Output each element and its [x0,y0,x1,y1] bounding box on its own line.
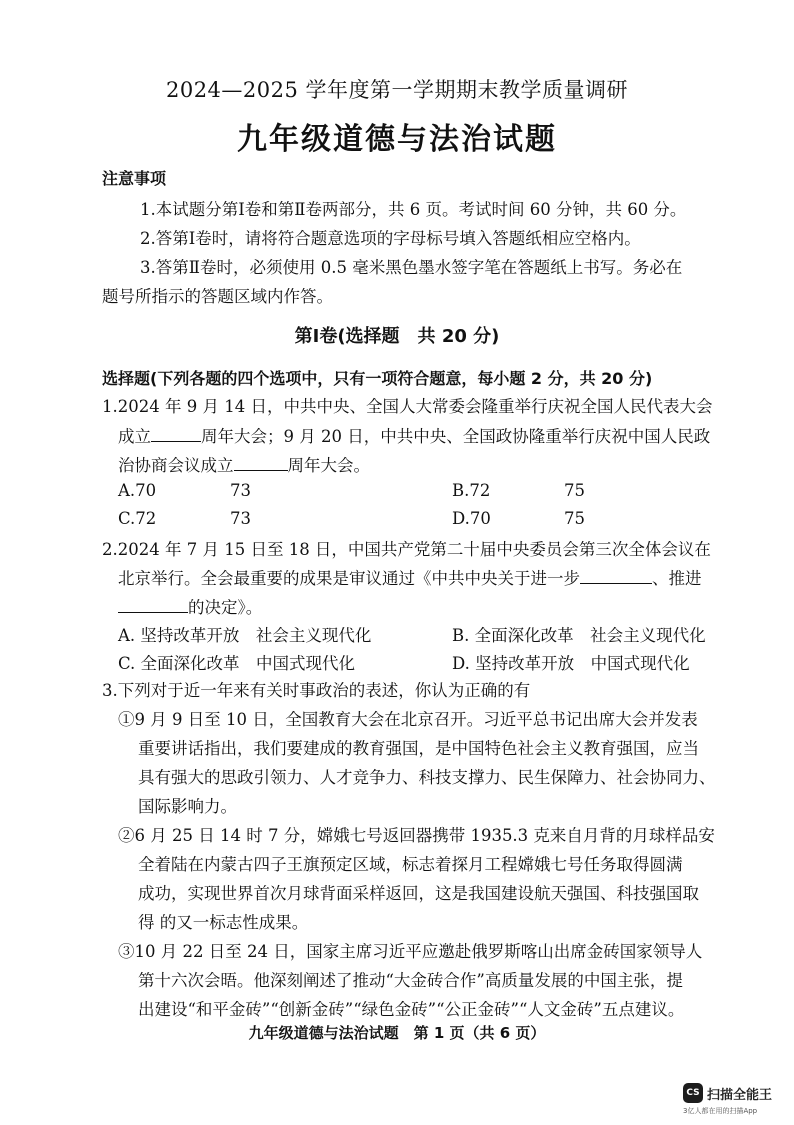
q2-line-2 [118,565,702,589]
notice-item-3-cont: 题号所指示的答题区域内作答。 [102,287,333,306]
q3-stem: 3.下列对于近一年来有关时事政治的表述，你认为正确的有 [102,681,531,700]
q2-line-1: 2.2024 年 7 月 15 日至 18 日，中国共产党第二十届中央委员会第三次全体会议在 [102,540,711,559]
q1-option-c: C.72 [118,509,157,528]
q2-option-b: B. 全面深化改革 社会主义现代化 [452,626,706,645]
q2-blank-2 [118,597,188,613]
q1-option-a-2: 73 [230,481,251,500]
q1-blank-2 [234,455,288,471]
q1-option-b: B.72 [452,481,491,500]
q2-text-c: 的决定》。 [188,598,263,617]
q1-text-a: 成立 [118,427,151,446]
q2-text-a: 北京举行。全会最重要的成果是审议通过《中共中央关于进一步 [118,569,580,588]
q3-statement-3-line-1: ③10 月 22 日至 24 日，国家主席习近平应邀赴俄罗斯喀山出席金砖国家领导人 [118,942,703,961]
q1-option-b-2: 75 [564,481,585,500]
exam-subject-title: 九年级道德与法治试题 [237,122,557,157]
scanner-tagline: 3亿人都在用的扫描App [683,1107,758,1115]
q1-line-2 [118,423,710,447]
q3-statement-1-line-4: 国际影响力。 [138,797,237,816]
camscanner-logo-icon: CS [683,1083,703,1103]
q2-option-a: A. 坚持改革开放 社会主义现代化 [118,626,372,645]
q2-option-d: D. 坚持改革开放 中国式现代化 [452,654,690,673]
q2-text-b: 、推进 [652,569,702,588]
exam-term-title: 2024—2025 学年度第一学期期末教学质量调研 [165,78,629,102]
q1-line-3 [118,452,370,476]
notice-item-3: 3.答第Ⅱ卷时，必须使用 0.5 毫米黑色墨水签字笔在答题纸上书写。务必在 [140,258,683,277]
q1-option-d-2: 75 [564,509,585,528]
notice-heading: 注意事项 [102,169,167,188]
q3-statement-1-line-3: 具有强大的思政引领力、人才竞争力、科技支撑力、民生保障力、社会协同力、 [138,768,716,787]
q3-statement-2-line-2: 全着陆在内蒙古四子王旗预定区域，标志着探月工程嫦娥七号任务取得圆满 [138,855,683,874]
q1-option-a: A.70 [118,481,157,500]
q3-statement-2-line-4: 得 的又一标志性成果。 [138,913,309,932]
q3-statement-2-line-1: ②6 月 25 日 14 时 7 分，嫦娥七号返回器携带 1935.3 克来自月背的月球样品安 [118,826,715,845]
q1-line-1: 1.2024 年 9 月 14 日，中共中央、全国人大常委会隆重举行庆祝全国人民代表大会 [102,397,713,416]
q3-statement-3-line-3: 出建设“和平金砖”“创新金砖”“绿色金砖”“公正金砖”“人文金砖”五点建议。 [138,1000,685,1019]
q1-text-d: 周年大会。 [287,456,370,475]
q1-blank-1 [151,426,201,442]
q3-statement-1-line-1: ①9 月 9 日至 10 日，全国教育大会在北京召开。习近平总书记出席大会并发表 [118,710,698,729]
q1-option-c-2: 73 [230,509,251,528]
scanner-watermark [683,1083,788,1119]
q2-blank-1 [580,568,652,584]
scanner-app-name: 扫描全能王 [707,1088,773,1103]
q3-statement-1-line-2: 重要讲话指出，我们要建成的教育强国，是中国特色社会主义教育强国，应当 [138,739,699,758]
page-footer: 九年级道德与法治试题 第 1 页（共 6 页） [248,1024,546,1042]
q1-text-c: 治协商会议成立 [118,456,234,475]
q1-option-d: D.70 [452,509,491,528]
q3-statement-2-line-3: 成功，实现世界首次月球背面采样返回，这是我国建设航天强国、科技强国取 [138,884,699,903]
section-title: 第Ⅰ卷(选择题 共 20 分) [294,326,500,347]
q2-option-c: C. 全面深化改革 中国式现代化 [118,654,356,673]
notice-item-2: 2.答第Ⅰ卷时，请将符合题意选项的字母标号填入答题纸相应空格内。 [140,229,641,248]
q3-statement-3-line-2: 第十六次会晤。他深刻阐述了推动“大金砖合作”高质量发展的中国主张，提 [138,971,683,990]
q2-line-3 [118,594,262,618]
question-instruction: 选择题(下列各题的四个选项中，只有一项符合题意，每小题 2 分，共 20 分) [102,369,653,388]
notice-item-1: 1.本试题分第Ⅰ卷和第Ⅱ卷两部分，共 6 页。考试时间 60 分钟，共 60 分。 [140,200,687,219]
q1-text-b: 周年大会；9 月 20 日，中共中央、全国政协隆重举行庆祝中国人民政 [201,427,711,446]
